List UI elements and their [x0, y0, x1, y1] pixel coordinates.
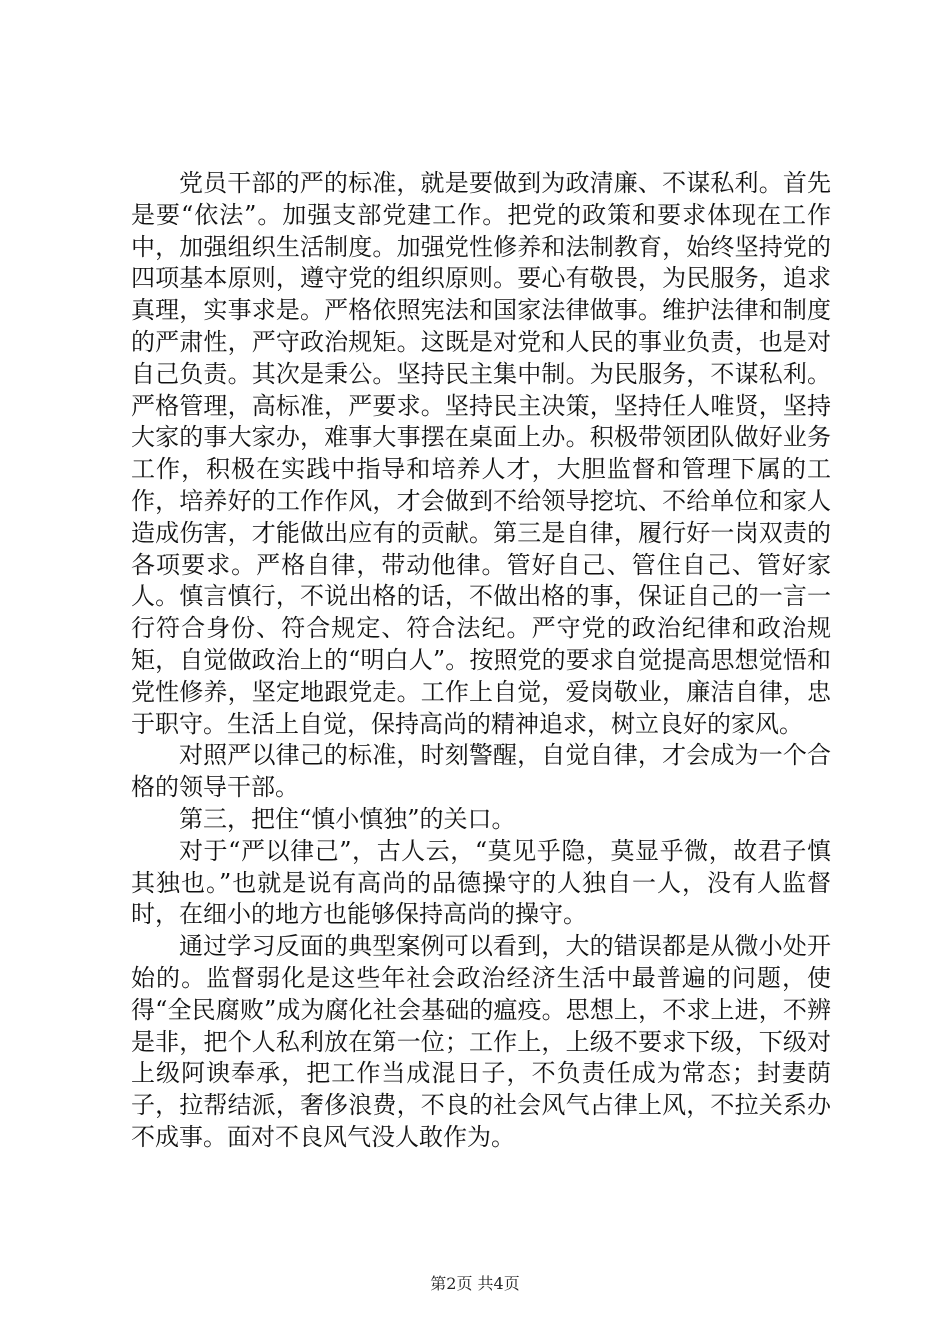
- paragraph-2: 对照严以律己的标准，时刻警醒，自觉自律，才会成为一个合格的领导干部。: [131, 741, 831, 802]
- paragraph-1: 党员干部的严的标准，就是要做到为政清廉、不谋私利。首先是要“依法”。加强支部党建工作。把党的政策和要求体现在工作中，加强组织生活制度。加强党性修养和法制教育，始终坚持党的四项基本原则，遵守党的组织原则。要心有敬畏，为民服务，追求真理，实事求是。严格依照宪法和国家法律做事。维护法律和制度的严肃性，严守政治规矩。这既是对党和人民的事业负责，也是对自己负责。其次是秉公。坚持民主集中制。为民服务，不谋私利。严格管理，高标准，严要求。坚持民主决策，坚持任人唯贤，坚持大家的事大家办，难事大事摆在桌面上办。积极带领团队做好业务工作，积极在实践中指导和培养人才，大胆监督和管理下属的工作，培养好的工作作风，才会做到不给领导挖坑、不给单位和家人造成伤害，才能做出应有的贡献。第三是自律，履行好一岗双责的各项要求。严格自律，带动他律。管好自己、管住自己、管好家人。慎言慎行，不说出格的话，不做出格的事，保证自己的一言一行符合身份、符合规定、符合法纪。严守党的政治纪律和政治规矩，自觉做政治上的“明白人”。按照党的要求自觉提高思想觉悟和党性修养，坚定地跟党走。工作上自觉，爱岗敬业，廉洁自律，忠于职守。生活上自觉，保持高尚的精神追求，树立良好的家风。: [131, 169, 831, 738]
- page-number-label: 第2页 共4页: [430, 1274, 520, 1293]
- document-body: [131, 168, 831, 1154]
- paragraph-3: 第三，把住“慎小慎独”的关口。: [179, 804, 516, 833]
- paragraph-5: 通过学习反面的典型案例可以看到，大的错误都是从微小处开始的。监督弱化是这些年社会政治经济生活中最普遍的问题，使得“全民腐败”成为腐化社会基础的瘟疫。思想上，不求上进，不辨是非，把个人私利放在第一位；工作上，上级不要求下级，下级对上级阿谀奉承，把工作当成混日子，不负责任成为常态；封妻荫子，拉帮结派，奢侈浪费，不良的社会风气占律上风，不拉关系办不成事。面对不良风气没人敢作为。: [131, 932, 831, 1151]
- paragraph-4: 对于“严以律己”，古人云，“莫见乎隐，莫显乎微，故君子慎其独也。”也就是说有高尚的品德操守的人独自一人，没有人监督时，在细小的地方也能够保持高尚的操守。: [131, 836, 831, 929]
- page-footer: [0, 1274, 950, 1294]
